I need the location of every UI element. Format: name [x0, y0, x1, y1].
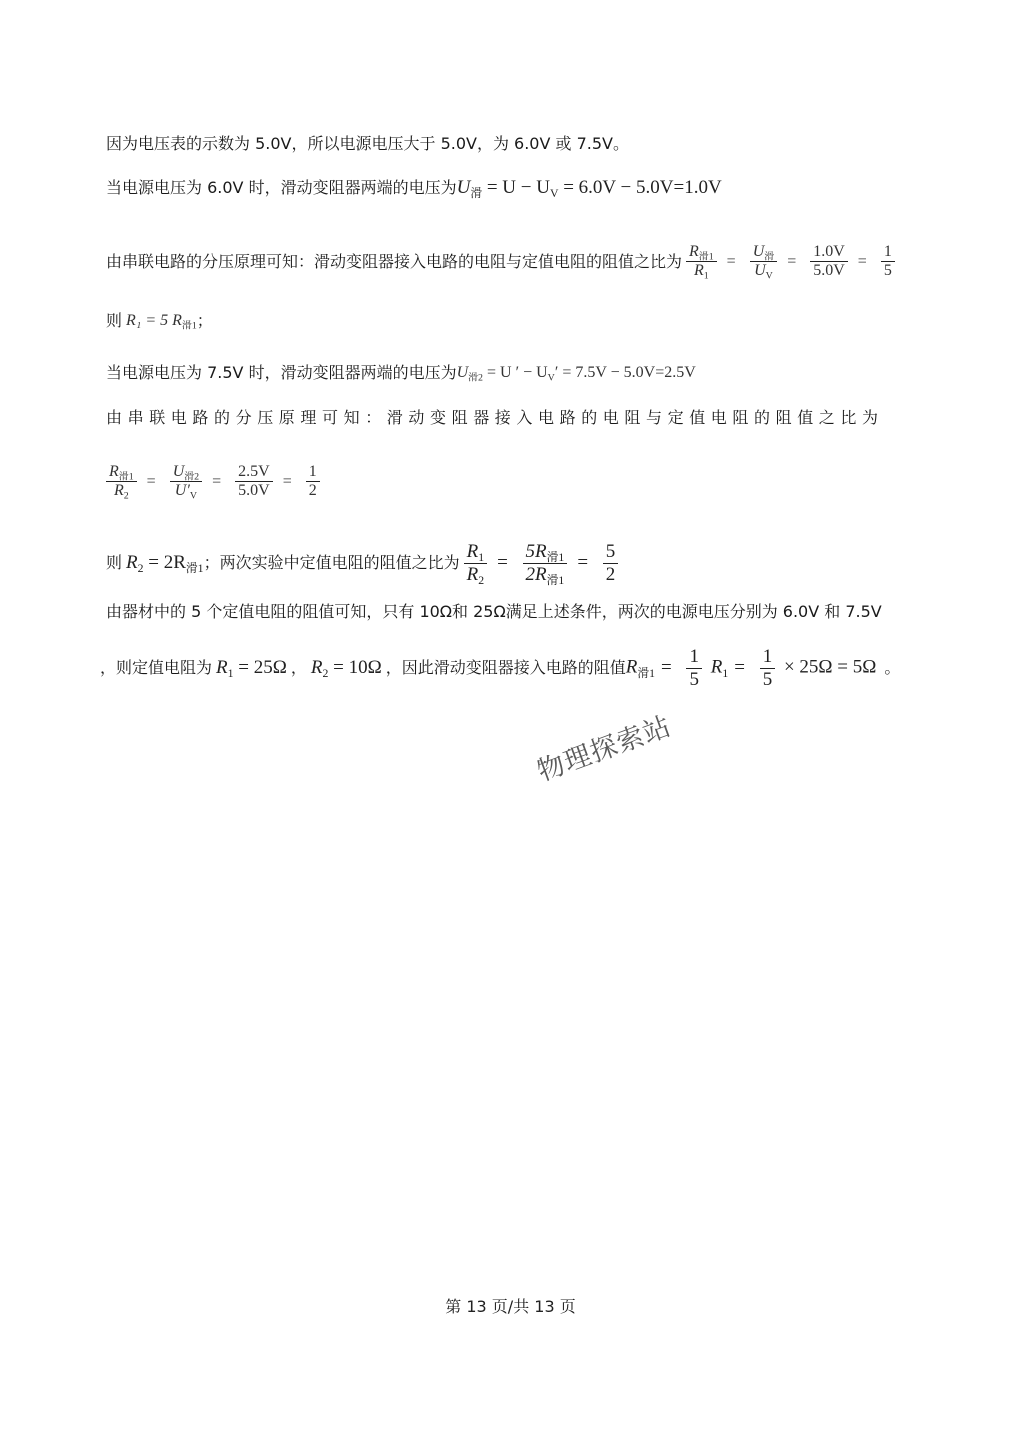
- equation-ratio-2: $\frac{R_{滑1}}{R_2}$ = $\frac{U_{滑2}}{U'_V}$ = $\frac{2.5V}{5.0V}$ = $\frac{1}{2}$: [106, 463, 324, 501]
- line-2-text: 当电源电压为 6.0V 时，滑动变阻器两端的电压为: [106, 178, 457, 197]
- text-line-6: [106, 407, 961, 429]
- equation-r2-value: $R_2 = 10\Omega$: [310, 657, 382, 681]
- text-line-7: [106, 463, 961, 501]
- equation-slide-voltage-2: $U_{滑2} = U$ ′ − $U_V' = 7.5V - 5.0V=2.5V$: [456, 364, 696, 384]
- text-line-10: ，则定值电阻为 $R_1 = 25\Omega$ ， $R_2 = 10\Omega$ ，因此滑动变阻器接入电路的阻值 $R_{滑1}$ = $\frac{1}{5}$ $R_1$ = $\frac{1}{5}$ × 25Ω = 5Ω 。: [100, 646, 901, 690]
- equation-ratio-3: $\frac{R_1}{R_2}$ = $\frac{5R_{滑1}}{2R_{滑1}}$ = $\frac{5}{2}$: [460, 541, 623, 586]
- equation-slide-voltage-1: $U_滑 = U - U_V = 6.0V - 5.0V=1.0V$: [456, 177, 722, 201]
- equation-r2-relation: $R_2 = 2R_{滑1}$: [126, 552, 204, 576]
- equation-r1-value: $R_1 = 25\Omega$: [216, 657, 287, 681]
- text-line-4: 则 R₁ = 5 $R_{滑1}$ ；: [106, 311, 213, 332]
- equation-r1-relation: R₁ = 5 $R_{滑1}$: [126, 312, 197, 332]
- equation-ratio-1: $\frac{R_{滑1}}{R_1}$ = $\frac{U_滑}{U_V}$ = $\frac{1.0V}{5.0V}$ = $\frac{1}{5}$: [682, 243, 899, 281]
- page-footer: 第 13 页/共 13 页: [445, 1297, 576, 1316]
- text-line-9: [106, 601, 961, 623]
- equation-slide-resistance: $R_{滑1}$ = $\frac{1}{5}$ $R_1$ = $\frac{1}{5}$ × 25Ω = 5Ω: [625, 646, 877, 690]
- text-line-1: [106, 133, 961, 155]
- line-5-text: 当电源电压为 7.5V 时，滑动变阻器两端的电压为: [106, 363, 457, 382]
- watermark: 物理探索站: [533, 710, 676, 788]
- line-3-text: 由串联电路的分压原理可知：滑动变阻器接入电路的电阻与定值电阻的阻值之比为: [106, 251, 683, 271]
- line-9-text: 由器材中的 5 个定值电阻的阻值可知，只有 10Ω和 25Ω满足上述条件，两次的电源电压分别为 6.0V 和 7.5V: [106, 602, 882, 621]
- text-line-2: [106, 177, 961, 199]
- text-line-5: [106, 362, 961, 384]
- text-line-3: [106, 243, 961, 281]
- line-8-text: ；两次实验中定值电阻的阻值之比为: [203, 553, 460, 573]
- line-6-text: 由串联电路的分压原理可知：滑动变阻器接入电路的电阻与定值电阻的阻值之比为: [106, 408, 884, 427]
- line-1-text: 因为电压表的示数为 5.0V，所以电源电压大于 5.0V，为 6.0V 或 7.5V。: [106, 134, 629, 153]
- text-line-8: 则 $R_2 = 2R_{滑1}$ ；两次实验中定值电阻的阻值之比为 $\frac{R_1}{R_2}$ = $\frac{5R_{滑1}}{2R_{滑1}}$ = $\frac{5}{2}$: [106, 541, 961, 586]
